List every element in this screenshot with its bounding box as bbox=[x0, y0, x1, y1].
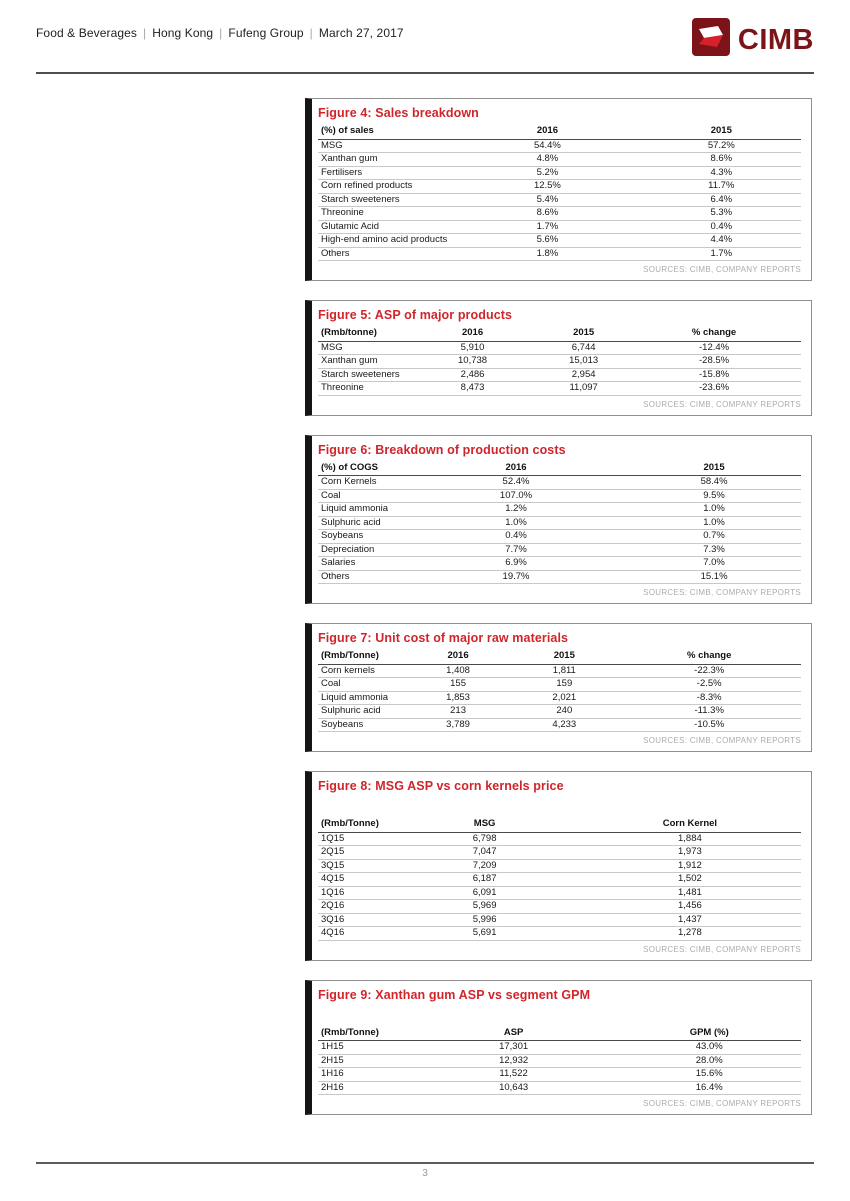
table-row bbox=[318, 664, 801, 678]
table-cell: 1H16 bbox=[318, 1068, 410, 1082]
table-cell: Coal bbox=[318, 678, 405, 692]
table-cell: 19.7% bbox=[405, 570, 627, 584]
table-cell: 1.2% bbox=[405, 503, 627, 517]
table-cell: 16.4% bbox=[617, 1081, 801, 1095]
table-cell: 240 bbox=[511, 705, 617, 719]
table-cell: 9.5% bbox=[627, 489, 801, 503]
column-header: (Rmb/Tonne) bbox=[318, 818, 390, 832]
table-cell: 107.0% bbox=[405, 489, 627, 503]
table-cell: 4.3% bbox=[642, 166, 801, 180]
table-cell: 2,486 bbox=[405, 368, 540, 382]
table-cell: 12.5% bbox=[453, 180, 641, 194]
table-cell: Soybeans bbox=[318, 718, 405, 732]
table-row bbox=[318, 1054, 801, 1068]
table-cell: Soybeans bbox=[318, 530, 405, 544]
table-cell: 1H15 bbox=[318, 1041, 410, 1055]
table-cell: 5,910 bbox=[405, 341, 540, 355]
table-cell: 7.0% bbox=[627, 557, 801, 571]
table-row bbox=[318, 846, 801, 860]
table-row bbox=[318, 927, 801, 941]
table-cell: 1,408 bbox=[405, 664, 511, 678]
table-cell: 1,278 bbox=[579, 927, 801, 941]
table-cell: 1,437 bbox=[579, 913, 801, 927]
cimb-logo-icon bbox=[692, 18, 730, 61]
table-cell: 54.4% bbox=[453, 139, 641, 153]
table-cell: 155 bbox=[405, 678, 511, 692]
table-header-row bbox=[318, 650, 801, 664]
table-row bbox=[318, 570, 801, 584]
table-row bbox=[318, 247, 801, 261]
table-cell: 5,691 bbox=[390, 927, 578, 941]
table-cell: 2,021 bbox=[511, 691, 617, 705]
table-cell: 15.6% bbox=[617, 1068, 801, 1082]
table-row bbox=[318, 543, 801, 557]
table-row bbox=[318, 832, 801, 846]
column-header: Corn Kernel bbox=[579, 818, 801, 832]
table-row bbox=[318, 153, 801, 167]
table-cell: Glutamic Acid bbox=[318, 220, 453, 234]
cimb-logo bbox=[692, 18, 814, 61]
breadcrumb-item: Fufeng Group bbox=[228, 26, 304, 40]
table-row bbox=[318, 691, 801, 705]
table-cell: Corn kernels bbox=[318, 664, 405, 678]
table-cell: 6.9% bbox=[405, 557, 627, 571]
table-cell: Threonine bbox=[318, 207, 453, 221]
table-cell: 1,481 bbox=[579, 886, 801, 900]
table-cell: 1.0% bbox=[627, 503, 801, 517]
table-cell: 1.7% bbox=[453, 220, 641, 234]
table-cell: 1.7% bbox=[642, 247, 801, 261]
column-header: ASP bbox=[410, 1027, 618, 1041]
figures-column bbox=[305, 98, 812, 1134]
table-cell: 7.7% bbox=[405, 543, 627, 557]
table-row bbox=[318, 859, 801, 873]
table-cell: 2,954 bbox=[540, 368, 627, 382]
table-cell: 0.4% bbox=[642, 220, 801, 234]
table-cell: 1Q16 bbox=[318, 886, 390, 900]
table-cell: Coal bbox=[318, 489, 405, 503]
breadcrumb-separator: | bbox=[309, 26, 313, 40]
table-cell: 1Q15 bbox=[318, 832, 390, 846]
table-cell: -10.5% bbox=[617, 718, 801, 732]
table-cell: Others bbox=[318, 570, 405, 584]
breadcrumb-separator: | bbox=[143, 26, 147, 40]
figure-title: Figure 5: ASP of major products bbox=[318, 308, 513, 322]
table-row bbox=[318, 341, 801, 355]
table-cell: 1.8% bbox=[453, 247, 641, 261]
table-cell: 6,091 bbox=[390, 886, 578, 900]
table-cell: -15.8% bbox=[627, 368, 801, 382]
table-cell: Liquid ammonia bbox=[318, 691, 405, 705]
table-cell: 2H15 bbox=[318, 1054, 410, 1068]
table-row bbox=[318, 1068, 801, 1082]
figure-table bbox=[318, 650, 801, 732]
table-cell: -11.3% bbox=[617, 705, 801, 719]
table-cell: 1,884 bbox=[579, 832, 801, 846]
figure-7-unit-cost-raw-materials bbox=[305, 623, 812, 752]
table-cell: 5.6% bbox=[453, 234, 641, 248]
table-cell: 6.4% bbox=[642, 193, 801, 207]
table-cell: Starch sweeteners bbox=[318, 193, 453, 207]
table-row bbox=[318, 180, 801, 194]
table-cell: 28.0% bbox=[617, 1054, 801, 1068]
table-row bbox=[318, 886, 801, 900]
table-cell: Starch sweeteners bbox=[318, 368, 405, 382]
table-cell: 11,522 bbox=[410, 1068, 618, 1082]
column-header: 2016 bbox=[453, 125, 641, 139]
table-cell: 1,853 bbox=[405, 691, 511, 705]
table-row bbox=[318, 1081, 801, 1095]
table-cell: 4,233 bbox=[511, 718, 617, 732]
column-header: 2015 bbox=[642, 125, 801, 139]
table-cell: 2H16 bbox=[318, 1081, 410, 1095]
table-row bbox=[318, 207, 801, 221]
column-header: 2015 bbox=[540, 327, 627, 341]
column-header: 2016 bbox=[405, 327, 540, 341]
table-cell: 213 bbox=[405, 705, 511, 719]
table-cell: Fertilisers bbox=[318, 166, 453, 180]
breadcrumb-item: Food & Beverages bbox=[36, 26, 137, 40]
table-cell: 3Q16 bbox=[318, 913, 390, 927]
source-note: SOURCES: CIMB, COMPANY REPORTS bbox=[643, 944, 801, 954]
figure-table bbox=[318, 462, 801, 585]
table-cell: Liquid ammonia bbox=[318, 503, 405, 517]
breadcrumb-item: Hong Kong bbox=[152, 26, 214, 40]
source-note: SOURCES: CIMB, COMPANY REPORTS bbox=[643, 1099, 801, 1108]
cimb-logo-text: CIMB bbox=[737, 23, 814, 56]
column-header: (%) of COGS bbox=[318, 462, 405, 476]
table-cell: 5,969 bbox=[390, 900, 578, 914]
table-cell: 5.3% bbox=[642, 207, 801, 221]
table-cell: MSG bbox=[318, 341, 405, 355]
table-cell: 0.7% bbox=[627, 530, 801, 544]
table-cell: 0.4% bbox=[405, 530, 627, 544]
table-cell: 10,738 bbox=[405, 355, 540, 369]
table-cell: 7,209 bbox=[390, 859, 578, 873]
table-cell: 15.1% bbox=[627, 570, 801, 584]
table-row bbox=[318, 516, 801, 530]
table-cell: 12,932 bbox=[410, 1054, 618, 1068]
table-cell: 4Q15 bbox=[318, 873, 390, 887]
table-cell: MSG bbox=[318, 139, 453, 153]
table-row bbox=[318, 355, 801, 369]
figure-table bbox=[318, 818, 801, 941]
table-cell: Xanthan gum bbox=[318, 153, 453, 167]
figure-table bbox=[318, 327, 801, 396]
table-cell: -2.5% bbox=[617, 678, 801, 692]
table-cell: Sulphuric acid bbox=[318, 705, 405, 719]
figure-title: Figure 9: Xanthan gum ASP vs segment GPM bbox=[318, 987, 591, 1002]
table-header-row bbox=[318, 125, 801, 139]
column-header: (Rmb/Tonne) bbox=[318, 1027, 410, 1041]
table-row bbox=[318, 489, 801, 503]
table-cell: 1.0% bbox=[405, 516, 627, 530]
table-row bbox=[318, 718, 801, 732]
table-row bbox=[318, 193, 801, 207]
table-cell: 5.4% bbox=[453, 193, 641, 207]
column-header: % change bbox=[617, 650, 801, 664]
breadcrumb-separator: | bbox=[219, 26, 223, 40]
table-row bbox=[318, 503, 801, 517]
table-row bbox=[318, 476, 801, 490]
table-cell: 8.6% bbox=[642, 153, 801, 167]
table-row bbox=[318, 220, 801, 234]
table-header-row bbox=[318, 462, 801, 476]
table-row bbox=[318, 139, 801, 153]
table-cell: 8,473 bbox=[405, 382, 540, 396]
table-cell: -8.3% bbox=[617, 691, 801, 705]
table-cell: Corn Kernels bbox=[318, 476, 405, 490]
table-cell: Threonine bbox=[318, 382, 405, 396]
figure-table bbox=[318, 1027, 801, 1096]
table-cell: 43.0% bbox=[617, 1041, 801, 1055]
source-note: SOURCES: CIMB, COMPANY REPORTS bbox=[643, 736, 801, 745]
table-cell: 1,973 bbox=[579, 846, 801, 860]
table-cell: 57.2% bbox=[642, 139, 801, 153]
table-cell: -12.4% bbox=[627, 341, 801, 355]
table-cell: 4Q16 bbox=[318, 927, 390, 941]
table-row bbox=[318, 382, 801, 396]
column-header: GPM (%) bbox=[617, 1027, 801, 1041]
table-cell: 5,996 bbox=[390, 913, 578, 927]
column-header: 2016 bbox=[405, 650, 511, 664]
table-cell: High-end amino acid products bbox=[318, 234, 453, 248]
table-row bbox=[318, 1041, 801, 1055]
figure-9-xanthan-gum-asp-vs-gpm bbox=[305, 980, 812, 1116]
table-cell: 11.7% bbox=[642, 180, 801, 194]
column-header: 2015 bbox=[511, 650, 617, 664]
table-cell: 159 bbox=[511, 678, 617, 692]
table-cell: 1,456 bbox=[579, 900, 801, 914]
table-cell: 1,811 bbox=[511, 664, 617, 678]
table-cell: 4.8% bbox=[453, 153, 641, 167]
table-cell: 2Q15 bbox=[318, 846, 390, 860]
figure-title: Figure 6: Breakdown of production costs bbox=[318, 442, 566, 457]
table-cell: 52.4% bbox=[405, 476, 627, 490]
table-cell: 3Q15 bbox=[318, 859, 390, 873]
source-note: SOURCES: CIMB, COMPANY REPORTS bbox=[643, 265, 801, 274]
table-row bbox=[318, 913, 801, 927]
table-cell: Sulphuric acid bbox=[318, 516, 405, 530]
column-header: (Rmb/tonne) bbox=[318, 327, 405, 341]
table-cell: 1.0% bbox=[627, 516, 801, 530]
table-cell: -22.3% bbox=[617, 664, 801, 678]
figure-6-production-costs bbox=[305, 435, 812, 605]
table-cell: 2Q16 bbox=[318, 900, 390, 914]
column-header: 2016 bbox=[405, 462, 627, 476]
table-row bbox=[318, 705, 801, 719]
breadcrumb-item: March 27, 2017 bbox=[318, 26, 404, 40]
figure-4-sales-breakdown bbox=[305, 98, 812, 281]
table-header-row bbox=[318, 327, 801, 341]
column-header: (%) of sales bbox=[318, 125, 453, 139]
table-row bbox=[318, 530, 801, 544]
table-cell: 7.3% bbox=[627, 543, 801, 557]
source-note: SOURCES: CIMB, COMPANY REPORTS bbox=[643, 588, 801, 597]
column-header: (Rmb/Tonne) bbox=[318, 650, 405, 664]
breadcrumb bbox=[36, 26, 404, 40]
table-header-row bbox=[318, 1027, 801, 1041]
table-cell: 8.6% bbox=[453, 207, 641, 221]
figure-table bbox=[318, 125, 801, 261]
footer-divider bbox=[36, 1162, 814, 1164]
figure-8-msg-asp-vs-corn-kernels bbox=[305, 771, 812, 961]
table-cell: 3,789 bbox=[405, 718, 511, 732]
source-note: SOURCES: CIMB, COMPANY REPORTS bbox=[643, 399, 801, 409]
table-row bbox=[318, 873, 801, 887]
table-row bbox=[318, 234, 801, 248]
table-cell: 17,301 bbox=[410, 1041, 618, 1055]
table-cell: 5.2% bbox=[453, 166, 641, 180]
column-header: 2015 bbox=[627, 462, 801, 476]
table-cell: 6,798 bbox=[390, 832, 578, 846]
table-cell: Others bbox=[318, 247, 453, 261]
column-header: MSG bbox=[390, 818, 578, 832]
figure-title: Figure 7: Unit cost of major raw materials bbox=[318, 631, 569, 645]
table-cell: 1,502 bbox=[579, 873, 801, 887]
table-cell: 58.4% bbox=[627, 476, 801, 490]
table-cell: 11,097 bbox=[540, 382, 627, 396]
table-row bbox=[318, 166, 801, 180]
table-cell: 15,013 bbox=[540, 355, 627, 369]
table-cell: Depreciation bbox=[318, 543, 405, 557]
table-cell: -28.5% bbox=[627, 355, 801, 369]
column-header: % change bbox=[627, 327, 801, 341]
figure-title: Figure 4: Sales breakdown bbox=[318, 106, 479, 120]
page-header bbox=[36, 18, 814, 66]
table-cell: 4.4% bbox=[642, 234, 801, 248]
figure-title: Figure 8: MSG ASP vs corn kernels price bbox=[318, 779, 564, 793]
table-cell: Xanthan gum bbox=[318, 355, 405, 369]
table-cell: 1,912 bbox=[579, 859, 801, 873]
table-row bbox=[318, 368, 801, 382]
header-divider bbox=[36, 72, 814, 74]
table-cell: 7,047 bbox=[390, 846, 578, 860]
table-cell: -23.6% bbox=[627, 382, 801, 396]
table-row bbox=[318, 678, 801, 692]
table-cell: 10,643 bbox=[410, 1081, 618, 1095]
table-header-row bbox=[318, 818, 801, 832]
figure-5-asp-of-major-products bbox=[305, 300, 812, 416]
table-cell: 6,744 bbox=[540, 341, 627, 355]
table-row bbox=[318, 557, 801, 571]
table-cell: Corn refined products bbox=[318, 180, 453, 194]
table-row bbox=[318, 900, 801, 914]
page-number: 3 bbox=[422, 1168, 428, 1179]
table-cell: Salaries bbox=[318, 557, 405, 571]
table-cell: 6,187 bbox=[390, 873, 578, 887]
